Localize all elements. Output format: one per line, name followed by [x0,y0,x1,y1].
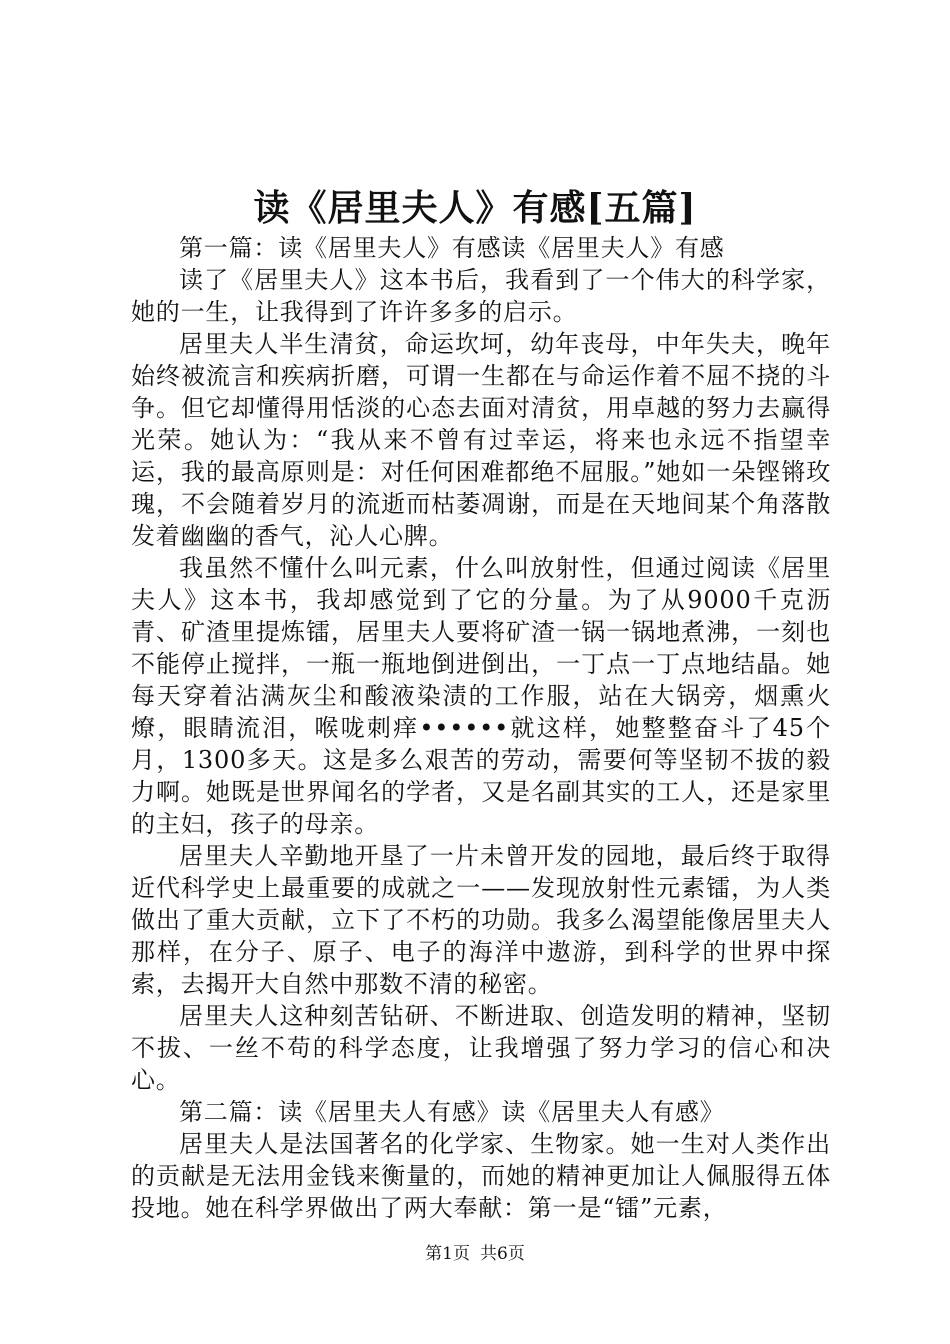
paragraph: 读了《居里夫人》这本书后，我看到了一个伟大的科学家，她的一生，让我得到了许许多多的启示。 [131,266,831,326]
paragraph: 居里夫人是法国著名的化学家、生物家。她一生对人类作出的贡献是无法用金钱来衡量的，而她的精神更加让人佩服得五体投地。她在科学界做出了两大奉献：第一是“镭”元素， [131,1130,831,1222]
document-title: 读《居里夫人》有感[五篇] [253,187,697,229]
paragraph: 居里夫人辛勤地开垦了一片未曾开发的园地，最后终于取得近代科学史上最重要的成就之一——发现放射性元素镭，为人类做出了重大贡献，立下了不朽的功勋。我多么渴望能像居里夫人那样，在分子、原子、电子的海洋中遨游，到科学的世界中探索，去揭开大自然中那数不清的秘密。 [131,842,831,998]
section-heading-2: 第二篇：读《居里夫人有感》读《居里夫人有感》 [179,1098,725,1126]
page-total: 共6页 [480,1244,525,1264]
paragraph: 居里夫人半生清贫，命运坎坷，幼年丧母，中年失夫，晚年始终被流言和疾病折磨，可谓一生都在与命运作着不屈不挠的斗争。但它却懂得用恬淡的心态去面对清贫，用卓越的努力去赢得光荣。她认为：“我从来不曾有过幸运，将来也永远不指望幸运，我的最高原则是：对任何困难都绝不屈服。”她如一朵铿锵玫瑰，不会随着岁月的流逝而枯萎凋谢，而是在天地间某个角落散发着幽幽的香气，沁人心脾。 [131,330,831,550]
paragraph: 我虽然不懂什么叫元素，什么叫放射性，但通过阅读《居里夫人》这本书，我却感觉到了它的分量。为了从9000千克沥青、矿渣里提炼镭，居里夫人要将矿渣一锅一锅地煮沸，一刻也不能停止搅拌，一瓶一瓶地倒进倒出，一丁点一丁点地结晶。她每天穿着沾满灰尘和酸液染渍的工作服，站在大锅旁，烟熏火燎，眼睛流泪，喉咙刺痒••••••就这样，她整整奋斗了45个月，1300多天。这是多么艰苦的劳动，需要何等坚韧不拔的毅力啊。她既是世界闻名的学者，又是名副其实的工人，还是家里的主妇，孩子的母亲。 [131,554,831,838]
page-number: 第1页 [425,1244,470,1264]
paragraph: 居里夫人这种刻苦钻研、不断进取、创造发明的精神，坚韧不拔、一丝不苟的科学态度，让我增强了努力学习的信心和决心。 [131,1002,831,1094]
document-body [131,232,831,1224]
section-heading-1: 第一篇：读《居里夫人》有感读《居里夫人》有感 [179,234,725,262]
page-footer [0,1242,950,1266]
